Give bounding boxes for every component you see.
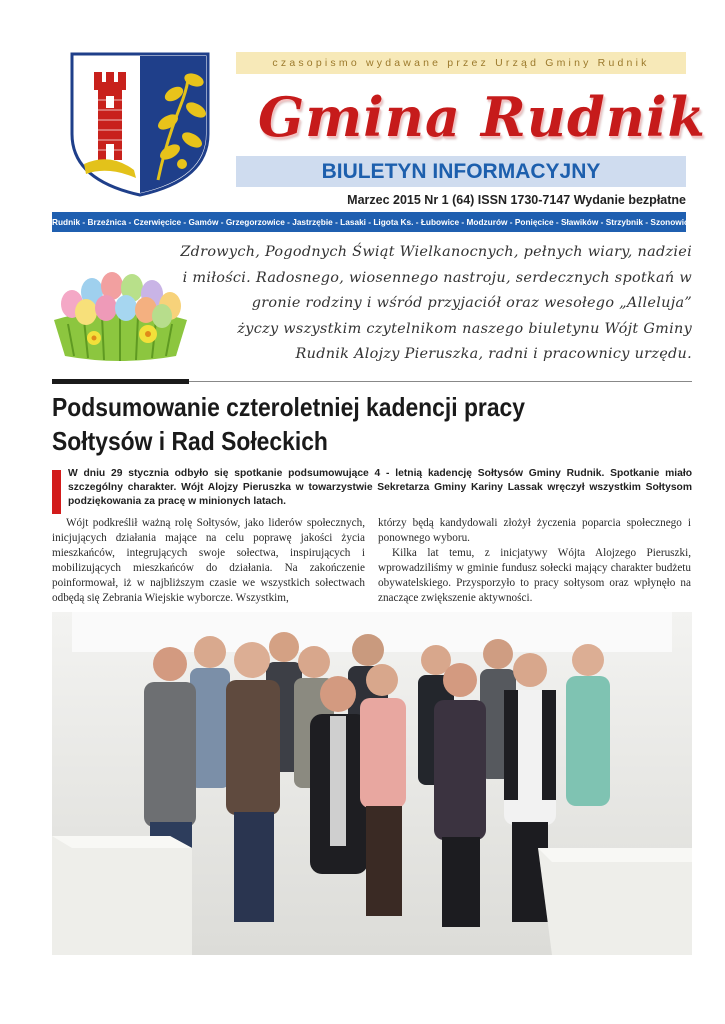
issue-info: Marzec 2015 Nr 1 (64) ISSN 1730-7147 Wydanie bezpłatne bbox=[347, 193, 686, 207]
masthead-title: Gmina Rudnik bbox=[258, 85, 706, 149]
group-photo bbox=[52, 612, 692, 955]
greeting-line: życzy wszystkim czytelnikom naszego biuletynu Wójt Gminy bbox=[237, 320, 692, 337]
article-headline bbox=[52, 390, 615, 458]
article-lead: W dniu 29 stycznia odbyło się spotkanie podsumowujące 4 - letnią kadencję Sołtysów Gminy Rudnik. Spotkanie miało szczególny charakter. Wójt Alojzy Pieruszka w towarzystwie Sekretarza Gminy Kariny Lassak wręczył wszystkim Sołtysom podziękowania za pracę w minionych latach. bbox=[68, 468, 692, 507]
greeting-line: Zdrowych, Pogodnych Świąt Wielkanocnych, pełnych wiary, nadziei bbox=[180, 244, 692, 260]
greeting-line: Rudnik Alojzy Pieruszka, radni i pracownicy urzędu. bbox=[295, 346, 692, 362]
bulletin-title: BIULETYN INFORMACYJNY bbox=[236, 156, 686, 187]
villages-bar: Rudnik - Brzeźnica - Czerwięcice - Gamów - Grzegorzowice - Jastrzębie - Lasaki - Ligota Ks. - Łubowice - Modzurów - Ponięcice - Sławików - Strzybnik - Szonowice bbox=[52, 212, 686, 232]
section-rule-thin bbox=[189, 381, 692, 382]
headline-line-2: Sołtysów i Rad Sołeckich bbox=[52, 426, 328, 456]
greeting-line: i miłości. Radosnego, wiosennego nastroju, serdecznych spotkań w bbox=[182, 269, 692, 286]
article-column-1 bbox=[52, 516, 365, 606]
publication-tagline: czasopismo wydawane przez Urząd Gminy Rudnik bbox=[236, 52, 686, 74]
coat-of-arms-icon bbox=[70, 52, 210, 197]
greeting-line: gronie rodziny i wśród przyjaciół oraz wesołego „Alleluja” bbox=[251, 295, 692, 311]
paragraph: Kilka lat temu, z inicjatywy Wójta Alojzego Pieruszki, wprowadziliśmy w gminie fundusz sołecki mający charakter budżetu obywatelskiego. Przysporzyło to pracy sołtysom oraz wpłynęło na znaczące zwiększenie aktywności. bbox=[378, 547, 691, 604]
section-rule-thick bbox=[52, 379, 189, 384]
paragraph: którzy będą kandydowali złożył życzenia poparcia społecznego i ponownego wyboru. bbox=[378, 517, 691, 544]
lead-accent-bar bbox=[52, 470, 61, 514]
paragraph: Wójt podkreślił ważną rolę Sołtysów, jako liderów społecznych, inicjujących działania mające na celu poprawę jakości życia mieszkańców, integrujących swoje sołectwa, inspirujących i mobilizujących mieszkańców do działania. Na zakończenie poinformował, iż w najbliższym czasie we wszystkich sołectwach odbędą się Zebrania Wiejskie wyborcze. Wszystkim, bbox=[52, 517, 365, 604]
headline-line-1: Podsumowanie czteroletniej kadencji pracy bbox=[52, 392, 526, 422]
article-column-2 bbox=[378, 516, 691, 606]
easter-greeting bbox=[168, 240, 692, 368]
